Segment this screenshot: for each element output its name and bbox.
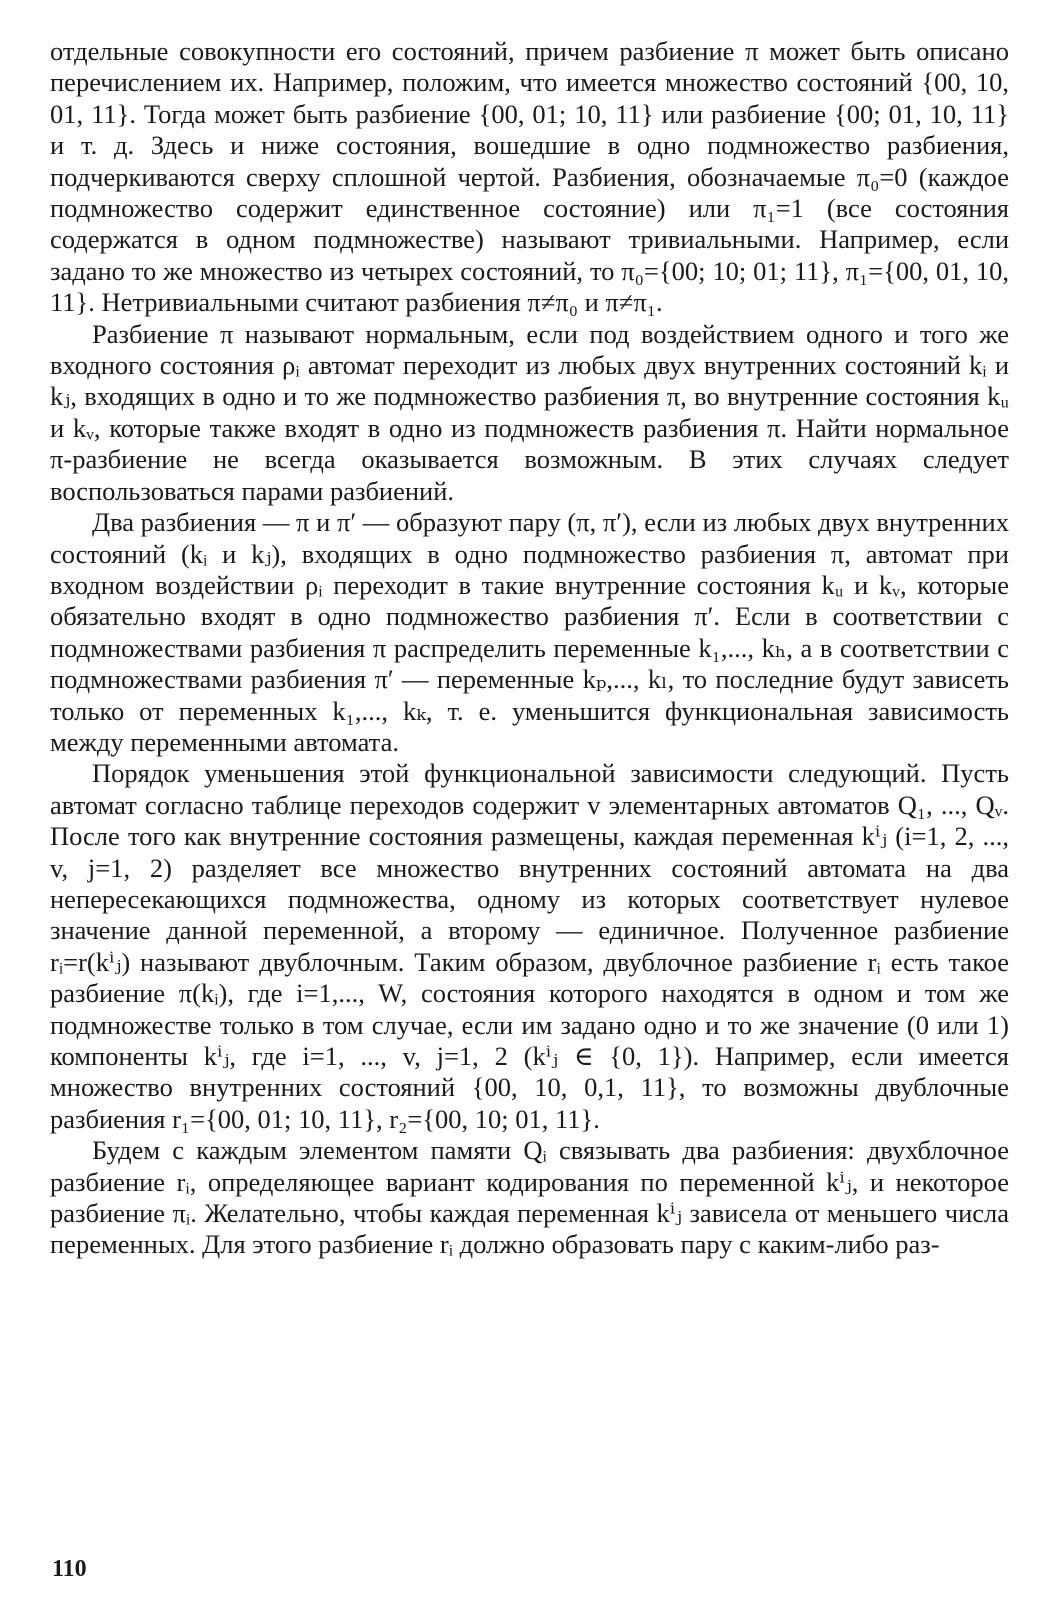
paragraph-4: Порядок уменьшения этой функциональной зависимости следующий. Пусть автомат согласно таблице переходов содержит v элементарных автоматов Q₁, ..., Qᵥ. После того как внутренние состояния размещены, каждая переменная kⁱⱼ (i=1, 2, ..., v, j=1, 2) разделяет все множество внутренних состояний автомата на два непересекающихся подмножества, одному из которых соответствует нулевое значение данной переменной, а второму — единичное. Полученное разбиение rᵢ=r(kⁱⱼ) называют двублочным. Таким образом, двублочное разбиение rᵢ есть такое разбиение π(kᵢ), где i=1,..., W, состояния которого находятся в одном и том же подмножестве только в том случае, если им задано одно и то же значение (0 или 1) компоненты kⁱⱼ, где i=1, ..., v, j=1, 2 (kⁱⱼ ∈ {0, 1}). Например, если имеется множество внутренних состояний {00, 10, 0,1, 11}, то возможны двублочные разбиения r₁={00, 01; 10, 11}, r₂={00, 10; 01, 11}. (50, 758, 1009, 1134)
page-number: 110 (52, 1556, 87, 1582)
paragraph-1: отдельные совокупности его состояний, причем разбиение π может быть описано перечислением их. Например, положим, что имеется множество состояний {00, 10, 01, 11}. Тогда может быть разбиение {00, 01; 10, 11} или разбиение {00; 01, 10, 11} и т. д. Здесь и ниже состояния, вошедшие в одно подмножество разбиения, подчеркиваются сверху сплошной чертой. Разбиения, обозначаемые π₀=0 (каждое подмножество содержит единственное состояние) или π₁=1 (все состояния содержатся в одном подмножестве) называют тривиальными. Например, если задано то же множество из четырех состояний, то π₀={00; 10; 01; 11}, π₁={00, 01, 10, 11}. Нетривиальными считают разбиения π≠π₀ и π≠π₁. (50, 36, 1009, 318)
paragraph-3: Два разбиения — π и π′ — образуют пару (π, π′), если из любых двух внутренних состояний (kᵢ и kⱼ), входящих в одно подмножество разбиения π, автомат при входном воздействии ρᵢ переходит в такие внутренние состояния kᵤ и kᵥ, которые обязательно входят в одно подмножество разбиения π′. Если в соответствии с подмножествами разбиения π распределить переменные k₁,..., kₕ, а в соответствии с подмножествами разбиения π′ — переменные kₚ,..., kₗ, то последние будут зависеть только от переменных k₁,..., kₖ, т. е. уменьшится функциональная зависимость между переменными автомата. (50, 507, 1009, 757)
paragraph-5: Будем с каждым элементом памяти Qᵢ связывать два разбиения: двухблочное разбиение rᵢ, определяющее вариант кодирования по переменной kⁱⱼ, и некоторое разбиение πᵢ. Желательно, чтобы каждая переменная kⁱⱼ зависела от меньшего числа переменных. Для этого разбиение rᵢ должно образовать пару с каким-либо раз- (50, 1135, 1009, 1260)
paragraph-2: Разбиение π называют нормальным, если под воздействием одного и того же входного состояния ρᵢ автомат переходит из любых двух внутренних состояний kᵢ и kⱼ, входящих в одно и то же подмножество разбиения π, во внутренние состояния kᵤ и kᵥ, которые также входят в одно из подмножеств разбиения π. Найти нормальное π-разбиение не всегда оказывается возможным. В этих случаях следует воспользоваться парами разбиений. (50, 318, 1009, 506)
